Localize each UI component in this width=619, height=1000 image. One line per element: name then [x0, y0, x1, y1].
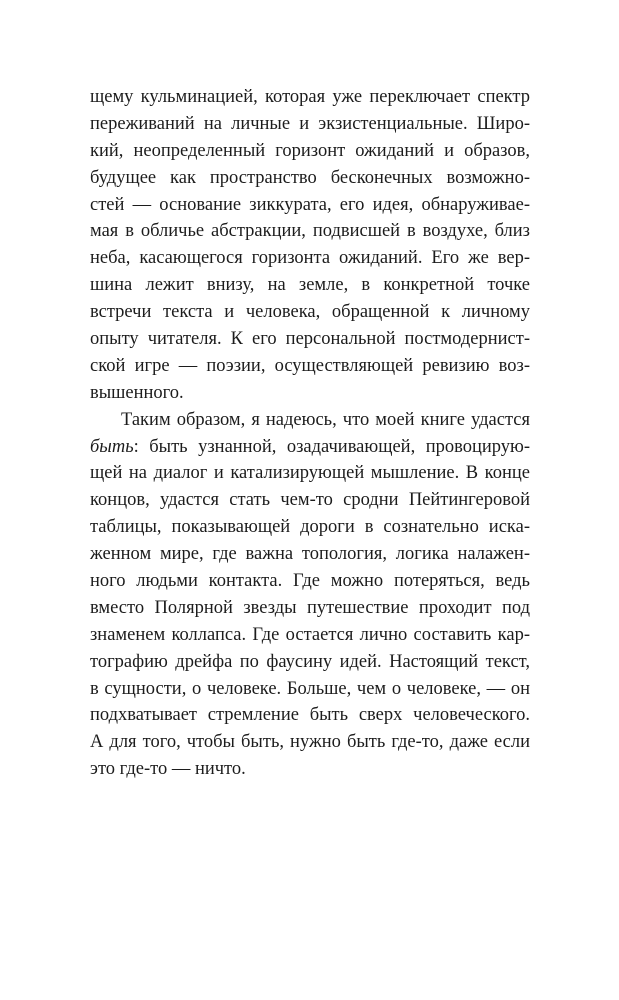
- paragraph-1: [90, 84, 530, 407]
- text-line: тографию дрейфа по фаусину идей. Настоящий текст,: [90, 651, 530, 672]
- text-line-with-emphasis: [90, 434, 530, 461]
- text-line: щей на диалог и катализирующей мышление. В конце: [90, 463, 530, 484]
- text-line: вышенного.: [90, 382, 184, 403]
- text-line: женном мире, где важна топология, логика налажен-: [90, 544, 530, 565]
- text-line: кий, неопределенный горизонт ожиданий и образов,: [90, 140, 530, 161]
- emphasized-word: быть: [90, 436, 134, 457]
- text-line: опыту читателя. К его персональной постмодернист-: [90, 329, 530, 350]
- text-line: Таким образом, я надеюсь, что моей книге удастся: [121, 409, 530, 430]
- text-line: в сущности, о человеке. Больше, чем о человеке, — он: [90, 678, 530, 699]
- text-line: стей — основание зиккурата, его идея, обнаруживае-: [90, 194, 530, 215]
- text-line: будущее как пространство бесконечных возможно-: [90, 167, 530, 188]
- paragraph-2: [90, 407, 530, 783]
- text-line: таблицы, показывающей дороги в сознательно иска-: [90, 517, 530, 538]
- text-line: ской игре — поэзии, осуществляющей ревизию воз-: [90, 355, 530, 376]
- text-line: подхватывает стремление быть сверх человеческого.: [90, 705, 530, 726]
- text-line: это где-то — ничто.: [90, 759, 246, 780]
- text-line: мая в обличье абстракции, подвисшей в воздухе, близ: [90, 221, 530, 242]
- text-line: щему кульминацией, которая уже переключает спектр: [90, 87, 530, 107]
- text-line: шина лежит внизу, на земле, в конкретной точке: [90, 275, 530, 296]
- text-line: переживаний на личные и экзистенциальные. Широ-: [90, 113, 530, 134]
- text-line: встречи текста и человека, обращенной к личному: [90, 302, 530, 323]
- text-line: знаменем коллапса. Где остается лично составить кар-: [90, 624, 530, 645]
- text-line: концов, удастся стать чем-то сродни Пейтингеровой: [90, 490, 530, 511]
- text-line-rest: : быть узнанной, озадачивающей, провоцирую-: [133, 436, 530, 457]
- text-line: вместо Полярной звезды путешествие проходит под: [90, 597, 530, 618]
- text-line: А для того, чтобы быть, нужно быть где-то, даже если: [90, 732, 530, 753]
- text-line: неба, касающегося горизонта ожиданий. Его же вер-: [90, 248, 530, 269]
- text-line: ного людьми контакта. Где можно потеряться, ведь: [90, 571, 530, 592]
- body-text: [90, 84, 530, 783]
